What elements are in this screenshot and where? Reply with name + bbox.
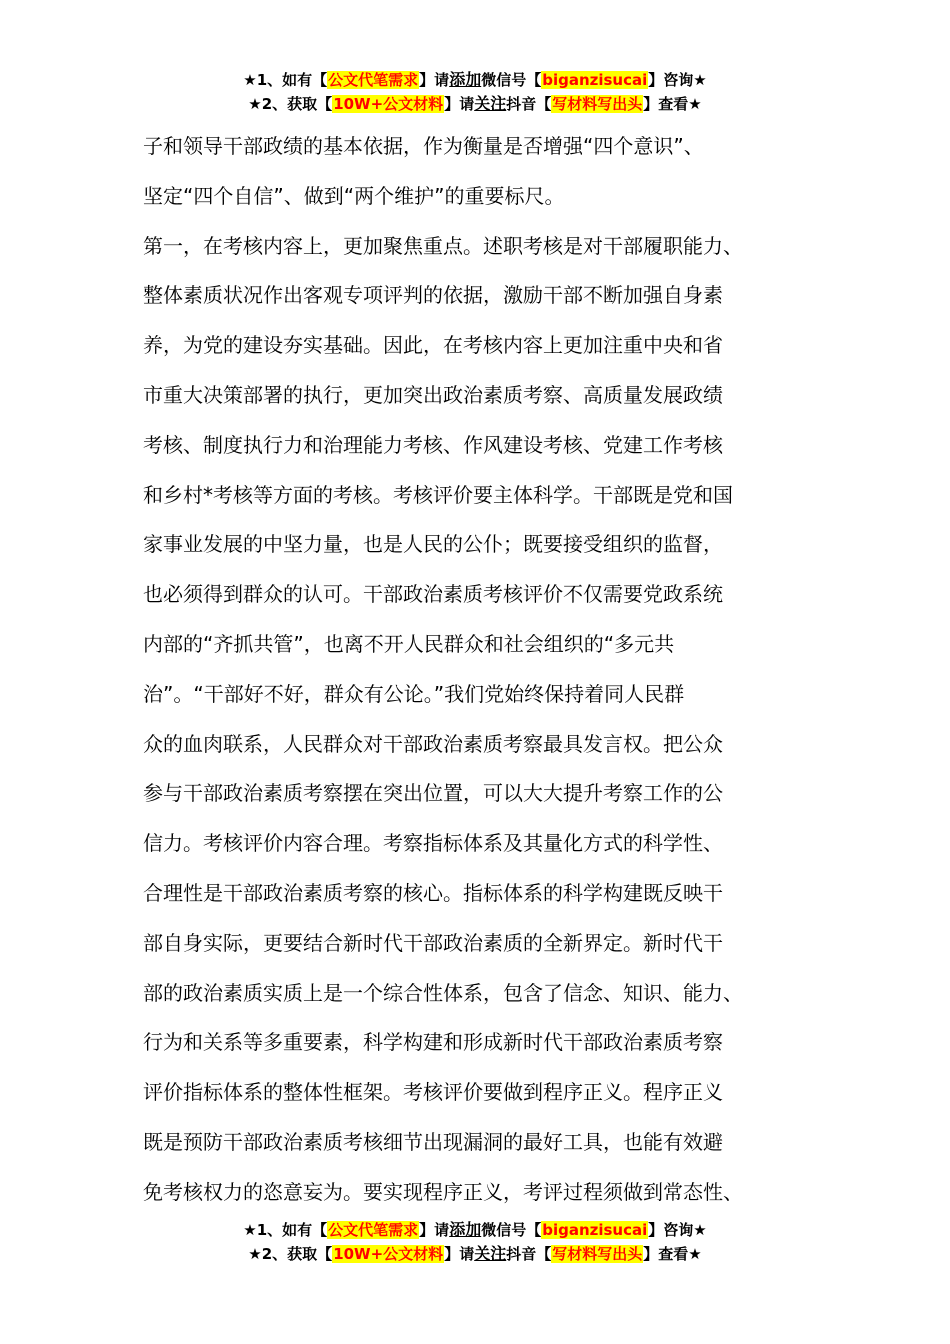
text-line: 参与干部政治素质考察摆在突出位置，可以大大提升考察工作的公 (143, 781, 723, 806)
text-line: 行为和关系等多重要素，科学构建和形成新时代干部政治素质考察 (143, 1030, 723, 1055)
banner-text: 】请 (419, 1221, 450, 1239)
banner-text: ★2、获取【 (248, 1245, 333, 1263)
text-line: 评价指标体系的整体性框架。考核评价要做到程序正义。程序正义 (143, 1080, 723, 1105)
document-body (143, 122, 833, 1218)
banner-text: 】查看★ (643, 1245, 702, 1263)
underlined-text: 关注 (474, 94, 507, 113)
text-line: 子和领导干部政绩的基本依据，作为衡量是否增强“四个意识”、 (143, 134, 704, 158)
header-banner (0, 68, 950, 116)
banner-text: ★2、获取【 (248, 95, 333, 113)
banner-text: 】咨询★ (648, 1221, 707, 1239)
text-line: 内部的“齐抓共管”，也离不开人民群众和社会组织的“多元共 (143, 631, 675, 656)
text-line: 免考核权力的恣意妄为。要实现程序正义，考评过程须做到常态性、 (143, 1179, 743, 1204)
highlight-douyin-account: 写材料写出头 (552, 95, 643, 113)
banner-text: 】请 (419, 71, 450, 89)
banner-line-1 (0, 68, 950, 92)
banner-line-1 (0, 1218, 950, 1242)
highlight-wechat-id: biganzisucai (542, 71, 648, 89)
footer-banner (0, 1218, 950, 1266)
text-line: 和乡村*考核等方面的考核。考核评价要主体科学。干部既是党和国 (143, 482, 733, 507)
underlined-text: 添加 (449, 1220, 482, 1239)
banner-text: 微信号【 (481, 71, 542, 89)
text-line: 整体素质状况作出客观专项评判的依据，激励干部不断加强自身素 (143, 283, 723, 308)
banner-text: ★1、如有【 (243, 71, 328, 89)
underlined-text: 关注 (474, 1244, 507, 1263)
text-line: 部的政治素质实质上是一个综合性体系，包含了信念、知识、能力、 (143, 980, 743, 1005)
highlight-service: 公文代笔需求 (328, 71, 419, 89)
text-line: 信力。考核评价内容合理。考察指标体系及其量化方式的科学性、 (143, 831, 723, 856)
highlight-service: 公文代笔需求 (328, 1221, 419, 1239)
text-line: 第一，在考核内容上，更加聚焦重点。述职考核是对干部履职能力、 (143, 233, 743, 258)
banner-text: 】咨询★ (648, 71, 707, 89)
banner-text: 】查看★ (643, 95, 702, 113)
banner-text: 】请 (444, 1245, 475, 1263)
banner-text: 抖音【 (506, 1245, 552, 1263)
text-line: 治”。“干部好不好，群众有公论。”我们党始终保持着同人民群 (143, 681, 685, 706)
banner-text: 抖音【 (506, 95, 552, 113)
highlight-materials: 10W+公文材料 (333, 95, 444, 113)
banner-text: 】请 (444, 95, 475, 113)
banner-text: ★1、如有【 (243, 1221, 328, 1239)
highlight-materials: 10W+公文材料 (333, 1245, 444, 1263)
text-line: 众的血肉联系，人民群众对干部政治素质考察最具发言权。把公众 (143, 731, 723, 756)
text-line: 既是预防干部政治素质考核细节出现漏洞的最好工具，也能有效避 (143, 1129, 723, 1154)
highlight-douyin-account: 写材料写出头 (552, 1245, 643, 1263)
text-line: 养，为党的建设夯实基础。因此，在考核内容上更加注重中央和省 (143, 333, 723, 358)
text-line: 合理性是干部政治素质考察的核心。指标体系的科学构建既反映干 (143, 880, 723, 905)
text-line: 考核、制度执行力和治理能力考核、作风建设考核、党建工作考核 (143, 432, 723, 457)
text-line: 市重大决策部署的执行，更加突出政治素质考察、高质量发展政绩 (143, 382, 723, 407)
text-line: 家事业发展的中坚力量，也是人民的公仆；既要接受组织的监督， (143, 532, 723, 557)
banner-line-2 (0, 92, 950, 116)
highlight-wechat-id: biganzisucai (542, 1221, 648, 1239)
banner-text: 微信号【 (481, 1221, 542, 1239)
underlined-text: 添加 (449, 70, 482, 89)
banner-line-2 (0, 1242, 950, 1266)
text-line: 坚定“四个自信”、做到“两个维护”的重要标尺。 (143, 183, 565, 208)
text-line: 部自身实际，更要结合新时代干部政治素质的全新界定。新时代干 (143, 930, 723, 955)
text-line: 也必须得到群众的认可。干部政治素质考核评价不仅需要党政系统 (143, 582, 723, 607)
